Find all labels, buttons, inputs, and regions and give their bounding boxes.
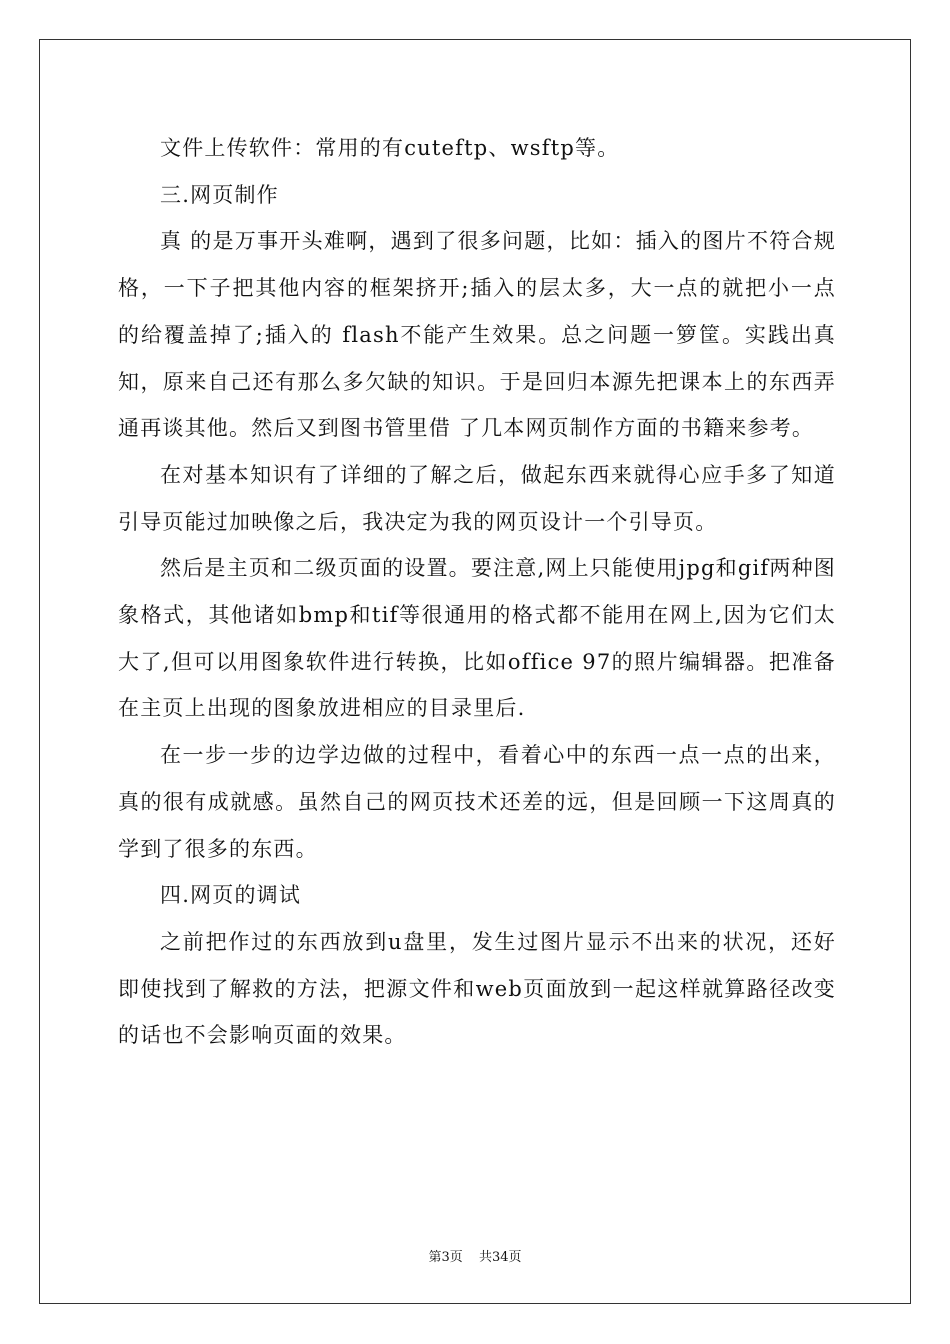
paragraph-achievement: 在一步一步的边学边做的过程中，看着心中的东西一点一点的出来，真的很有成就感。虽然自己的网页技术还差的远，但是回顾一下这周真的学到了很多的东西。 xyxy=(118,743,836,861)
section-heading-web-production: 三.网页制作 xyxy=(160,182,279,207)
paragraph-guide-page: 在对基本知识有了详细的了解之后，做起东西来就得心应手多了知道引导页能过加映像之后，我决定为我的网页设计一个引导页。 xyxy=(118,462,836,534)
paragraph-image-formats: 然后是主页和二级页面的设置。要注意,网上只能使用jpg和gif两种图象格式，其他诸如bmp和tif等很通用的格式都不能用在网上,因为它们太大了,但可以用图象软件进行转换，比如office 97的照片编辑器。把准备在主页上出现的图象放进相应的目录里后. xyxy=(118,556,836,721)
paragraph-difficulties: 真 的是万事开头难啊，遇到了很多问题，比如：插入的图片不符合规格，一下子把其他内容的框架挤开;插入的层太多，大一点的就把小一点的给覆盖掉了;插入的 flash不能产生效果。总之问题一箩筐。实践出真知，原来自己还有那么多欠缺的知识。于是回归本源先把课本上的东西弄通再谈其他。然后又到图书管里借 了几本网页制作方面的书籍来参考。 xyxy=(118,229,836,441)
document-body xyxy=(118,125,836,1059)
page-footer xyxy=(0,1246,950,1265)
section-heading-debugging: 四.网页的调试 xyxy=(160,883,302,908)
total-page-count: 共34页 xyxy=(478,1250,522,1265)
current-page-number: 第3页 xyxy=(428,1250,463,1265)
paragraph-upload-software: 文件上传软件：常用的有cuteftp、wsftp等。 xyxy=(160,136,620,160)
paragraph-usb-issue: 之前把作过的东西放到u盘里，发生过图片显示不出来的状况，还好即使找到了解救的方法，把源文件和web页面放到一起这样就算路径改变的话也不会影响页面的效果。 xyxy=(118,929,836,1048)
